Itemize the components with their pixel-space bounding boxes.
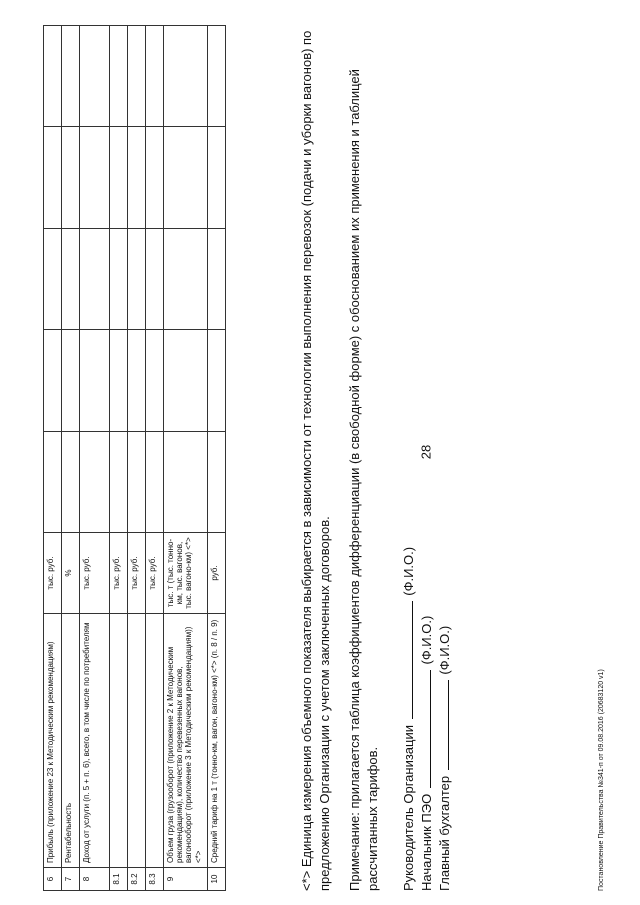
row-number: 8 xyxy=(80,868,110,891)
document-footer: Постановление Правительства №341-п от 09.08.2016 (20683120 v1) xyxy=(598,669,605,891)
row-unit: тыс. руб. xyxy=(110,533,128,614)
row-unit: тыс. руб. xyxy=(128,533,146,614)
row-description xyxy=(110,614,128,868)
empty-cell xyxy=(80,26,110,127)
empty-cell xyxy=(110,26,128,127)
empty-cell xyxy=(80,127,110,228)
empty-cell xyxy=(146,228,164,329)
empty-cell xyxy=(62,330,80,431)
signature-head-label: Руководитель Организации xyxy=(401,725,416,891)
row-unit: тыс. руб. xyxy=(44,533,62,614)
empty-cell xyxy=(44,330,62,431)
empty-cell xyxy=(146,26,164,127)
empty-cell xyxy=(62,431,80,532)
empty-cell xyxy=(164,431,208,532)
empty-cell xyxy=(110,330,128,431)
empty-cell xyxy=(80,330,110,431)
table-row xyxy=(164,26,208,891)
empty-cell xyxy=(128,228,146,329)
empty-cell xyxy=(44,228,62,329)
empty-cell xyxy=(208,127,226,228)
row-number: 8.1 xyxy=(110,868,128,891)
table-row xyxy=(110,26,128,891)
empty-cell xyxy=(62,228,80,329)
empty-cell xyxy=(146,127,164,228)
signature-fio: (Ф.И.О.) xyxy=(418,615,434,665)
empty-cell xyxy=(44,26,62,127)
row-description: Прибыль (приложение 23 к Методическим рекомендациям) xyxy=(44,614,62,868)
page-number: 28 xyxy=(418,444,434,460)
empty-cell xyxy=(146,330,164,431)
signature-line xyxy=(400,601,413,719)
table-row xyxy=(208,26,226,891)
row-number: 10 xyxy=(208,868,226,891)
empty-cell xyxy=(128,431,146,532)
empty-cell xyxy=(128,127,146,228)
signature-block xyxy=(400,547,454,891)
empty-cell xyxy=(128,26,146,127)
table-row xyxy=(44,26,62,891)
empty-cell xyxy=(44,127,62,228)
row-unit: руб. xyxy=(208,533,226,614)
signature-fio: (Ф.И.О.) xyxy=(436,625,452,675)
row-unit: % xyxy=(62,533,80,614)
empty-cell xyxy=(208,26,226,127)
empty-cell xyxy=(128,330,146,431)
row-description: Доход от услуги (п. 5 + п. 6), всего, в том числе по потребителям xyxy=(80,614,110,868)
empty-cell xyxy=(44,431,62,532)
empty-cell xyxy=(164,330,208,431)
empty-cell xyxy=(208,330,226,431)
signature-accountant xyxy=(436,547,454,891)
signature-peo xyxy=(418,547,436,891)
table-row xyxy=(128,26,146,891)
row-number: 8.3 xyxy=(146,868,164,891)
empty-cell xyxy=(110,228,128,329)
empty-cell xyxy=(146,431,164,532)
signature-accountant-label: Главный бухгалтер xyxy=(436,775,452,891)
table-row xyxy=(80,26,110,891)
signature-peo-label: Начальник ПЭО xyxy=(418,793,434,891)
signature-line xyxy=(436,680,449,770)
signature-fio: (Ф.И.О.) xyxy=(401,546,416,596)
row-number: 8.2 xyxy=(128,868,146,891)
empty-cell xyxy=(110,127,128,228)
table-row xyxy=(62,26,80,891)
signature-line xyxy=(418,670,431,788)
row-description xyxy=(128,614,146,868)
table-row xyxy=(146,26,164,891)
row-unit: тыс. т (тыс. тонно-км, тыс. вагонов, тыс. вагоно-км) <*> xyxy=(164,533,208,614)
note: Примечание: прилагается таблица коэффициентов дифференциации (в свободной форме) с обоснованием их применения и таблицей рассчитанных тарифов. xyxy=(347,69,380,891)
empty-cell xyxy=(80,228,110,329)
empty-cell xyxy=(164,26,208,127)
empty-cell xyxy=(110,431,128,532)
empty-cell xyxy=(164,228,208,329)
empty-cell xyxy=(208,228,226,329)
row-description: Рентабельность xyxy=(62,614,80,868)
tariff-table xyxy=(43,25,226,891)
empty-cell xyxy=(62,26,80,127)
row-number: 7 xyxy=(62,868,80,891)
signature-head xyxy=(400,547,418,891)
row-unit: тыс. руб. xyxy=(80,533,110,614)
row-number: 9 xyxy=(164,868,208,891)
empty-cell xyxy=(62,127,80,228)
row-unit: тыс. руб. xyxy=(146,533,164,614)
empty-cell xyxy=(80,431,110,532)
row-description: Объем груза (грузооборот (приложение 2 к Методическим рекомендациям), количество перевезенных вагонов, вагонооборот (приложение 3 к Методическим рекомендациям)) <*> xyxy=(164,614,208,868)
row-number: 6 xyxy=(44,868,62,891)
empty-cell xyxy=(208,431,226,532)
empty-cell xyxy=(164,127,208,228)
row-description xyxy=(146,614,164,868)
row-description: Средний тариф на 1 т (тонно-км, вагон, вагоно-км) <*> (п. 8 / п. 9) xyxy=(208,614,226,868)
footnote: <*> Единица измерения объемного показателя выбирается в зависимости от технологии выполнения перевозок (подачи и уборки вагонов) по предложению Организации с учетом заключенных договоров. xyxy=(299,30,332,891)
